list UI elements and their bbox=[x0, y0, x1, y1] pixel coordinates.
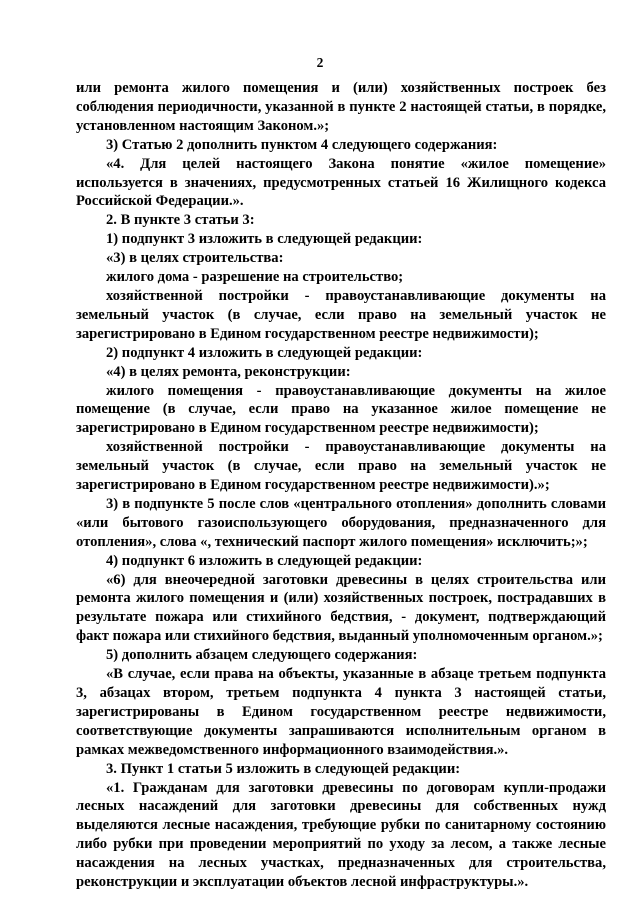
paragraph: «4. Для целей настоящего Закона понятие «жилое помещение» используется в значениях, предусмотренных статьей 16 Жилищного кодекса Российской Федерации.». bbox=[76, 155, 606, 210]
paragraph: «В случае, если права на объекты, указанные в абзаце третьем подпункта 3, абзацах втором, третьем подпункта 4 пункта 3 настоящей статьи, зарегистрированы в Едином государственном реестре недвижимости, соответствующие документы запрашиваются исполнительным органом в рамках межведомственного информационного взаимодействия.». bbox=[76, 666, 606, 758]
paragraph: 5) дополнить абзацем следующего содержания: bbox=[106, 647, 418, 664]
paragraph: «6) для внеочередной заготовки древесины в целях строительства или ремонта жилого помещения и (или) хозяйственных построек, пострадавших в результате пожара или стихийного бедствия, - документ, подтверждающий факт пожара или стихийного бедствия, выданный уполномоченным органом.»; bbox=[76, 571, 606, 645]
paragraph: 3) Статью 2 дополнить пунктом 4 следующего содержания: bbox=[106, 136, 498, 153]
paragraph: жилого дома - разрешение на строительство; bbox=[106, 269, 404, 286]
document-body bbox=[76, 79, 606, 892]
paragraph: «3) в целях строительства: bbox=[106, 250, 284, 267]
paragraph: 2) подпункт 4 изложить в следующей редакции: bbox=[106, 344, 423, 361]
paragraph: хозяйственной постройки - правоустанавливающие документы на земельный участок (в случае, если право на земельный участок не зарегистрировано в Едином государственном реестре недвижимости).»; bbox=[76, 439, 606, 494]
paragraph: «1. Гражданам для заготовки древесины по договорам купли-продажи лесных насаждений для заготовки древесины для собственных нужд выделяются лесные насаждения, требующие рубки по санитарному состоянию либо рубки при проведении мероприятий по уходу за лесом, а также лесные насаждения на лесных участках, предназначенных для строительства, реконструкции и эксплуатации объектов лесной инфраструктуры.». bbox=[76, 779, 606, 891]
paragraph: 2. В пункте 3 статьи 3: bbox=[106, 212, 255, 229]
page-number: 2 bbox=[316, 55, 324, 70]
paragraph: жилого помещения - правоустанавливающие документы на жилое помещение (в случае, если право на указанное жилое помещение не зарегистрировано в Едином государственном реестре недвижимости); bbox=[76, 382, 606, 437]
paragraph: «4) в целях ремонта, реконструкции: bbox=[106, 363, 351, 380]
paragraph: 3) в подпункте 5 после слов «центрального отопления» дополнить словами «или бытового газоиспользующего оборудования, предназначенного для отопления», слова «, технический паспорт жилого помещения» исключить;»; bbox=[76, 495, 606, 550]
paragraph: 3. Пункт 1 статьи 5 изложить в следующей редакции: bbox=[106, 760, 461, 777]
paragraph: 4) подпункт 6 изложить в следующей редакции: bbox=[106, 552, 423, 569]
paragraph: 1) подпункт 3 изложить в следующей редакции: bbox=[106, 231, 423, 248]
paragraph: хозяйственной постройки - правоустанавливающие документы на земельный участок (в случае, если право на земельный участок не зарегистрировано в Едином государственном реестре недвижимости); bbox=[76, 287, 606, 342]
paragraph: или ремонта жилого помещения и (или) хозяйственных построек без соблюдения периодичности, указанной в пункте 2 настоящей статьи, в порядке, установленном настоящим Законом.»; bbox=[76, 80, 606, 134]
